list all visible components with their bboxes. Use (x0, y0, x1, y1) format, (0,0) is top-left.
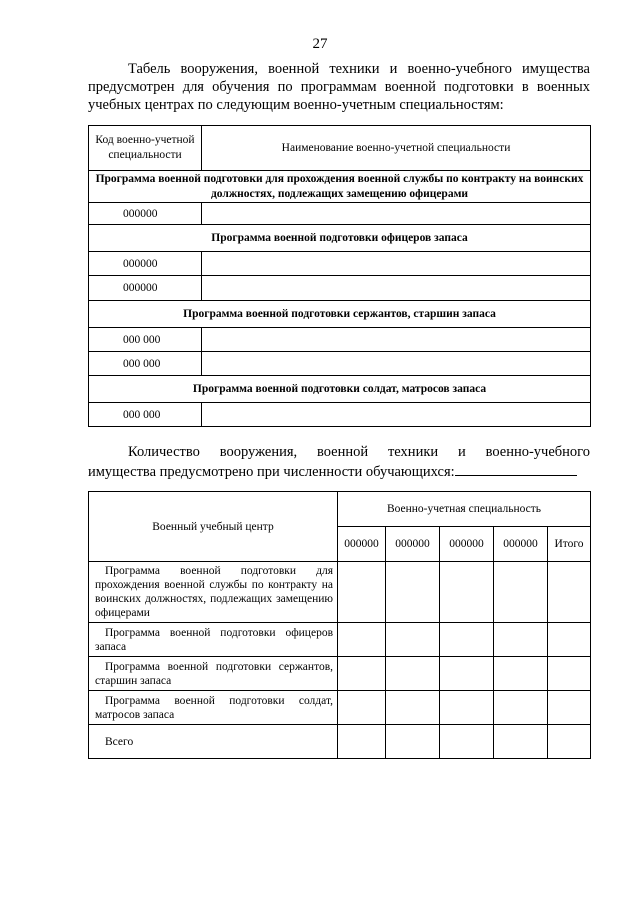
column-code: 000000 (386, 527, 440, 562)
specialty-name-cell (202, 328, 591, 352)
program-row (89, 225, 591, 252)
specialty-name-cell (202, 352, 591, 376)
table-row (89, 691, 591, 725)
column-code: 000000 (338, 527, 386, 562)
column-code: 000000 (494, 527, 548, 562)
table-row (89, 725, 591, 759)
table-cell (386, 691, 440, 725)
table-cell (494, 725, 548, 759)
table-row (89, 276, 591, 301)
table-cell (548, 725, 591, 759)
specialty-code: 000 000 (89, 328, 202, 352)
table-cell (494, 691, 548, 725)
table-cell (440, 623, 494, 657)
specialty-name-cell (202, 276, 591, 301)
row-label: Программа военной подготовки для прохождения военной службы по контракту на воинских должностях, подлежащих замещению офицерами (89, 562, 338, 623)
program-row (89, 376, 591, 403)
specialty-code: 000000 (89, 252, 202, 276)
specialty-code: 000000 (89, 276, 202, 301)
specialty-code: 000 000 (89, 352, 202, 376)
table-row (89, 657, 591, 691)
table-cell (440, 725, 494, 759)
column-code: 000000 (440, 527, 494, 562)
table-cell (386, 562, 440, 623)
table-cell (338, 623, 386, 657)
table-cell (548, 657, 591, 691)
table-cell (338, 562, 386, 623)
blank-line (455, 461, 577, 476)
quantity-line-2 (88, 461, 590, 481)
table-cell (548, 623, 591, 657)
table-row (89, 403, 591, 427)
program-title: Программа военной подготовки солдат, матросов запаса (89, 376, 591, 403)
column-total: Итого (548, 527, 591, 562)
table-cell (386, 725, 440, 759)
header-name: Наименование военно-учетной специальности (202, 126, 591, 171)
table-cell (494, 562, 548, 623)
program-title: Программа военной подготовки офицеров запаса (89, 225, 591, 252)
program-row (89, 171, 591, 203)
row-label: Всего (89, 725, 338, 759)
specialty-code: 000 000 (89, 403, 202, 427)
row-label: Программа военной подготовки сержантов, старшин запаса (89, 657, 338, 691)
specialty-name-cell (202, 203, 591, 225)
table-row (89, 328, 591, 352)
table-cell (440, 691, 494, 725)
table-header-row (89, 492, 591, 527)
row-label: Программа военной подготовки солдат, матросов запаса (89, 691, 338, 725)
table-cell (494, 623, 548, 657)
page-number: 27 (312, 36, 328, 52)
table-cell (386, 623, 440, 657)
table-row (89, 352, 591, 376)
specialty-name-cell (202, 252, 591, 276)
table-cell (548, 691, 591, 725)
table-cell (338, 725, 386, 759)
table-cell (338, 691, 386, 725)
quantity-paragraph (88, 443, 590, 481)
table-row (89, 203, 591, 225)
table-row (89, 562, 591, 623)
table-cell (548, 562, 591, 623)
specialties-table (88, 125, 591, 427)
table-row (89, 623, 591, 657)
header-specialty: Военно-учетная специальность (338, 492, 591, 527)
intro-paragraph: Табель вооружения, военной техники и военно-учебного имущества предусмотрен для обучения по программам военной подготовки в военных учебных центрах по следующим военно-учетным специальностям: (88, 61, 590, 113)
specialty-name-cell (202, 403, 591, 427)
quantity-line-1: Количество вооружения, военной техники и военно-учебного (128, 444, 590, 460)
specialty-code: 000000 (89, 203, 202, 225)
program-row (89, 301, 591, 328)
quantity-table (88, 491, 591, 759)
program-title: Программа военной подготовки для прохождения военной службы по контракту на воинских должностях, подлежащих замещению офицерами (89, 171, 591, 203)
header-code: Код военно-учетной специальности (89, 126, 202, 171)
program-title: Программа военной подготовки сержантов, старшин запаса (89, 301, 591, 328)
table-cell (338, 657, 386, 691)
quantity-line-2-text: имущества предусмотрено при численности обучающихся: (88, 464, 455, 480)
table-cell (440, 562, 494, 623)
header-training-center: Военный учебный центр (89, 492, 338, 562)
table-cell (440, 657, 494, 691)
table-cell (494, 657, 548, 691)
table-cell (386, 657, 440, 691)
table-row (89, 252, 591, 276)
row-label: Программа военной подготовки офицеров запаса (89, 623, 338, 657)
table-header-row (89, 126, 591, 171)
